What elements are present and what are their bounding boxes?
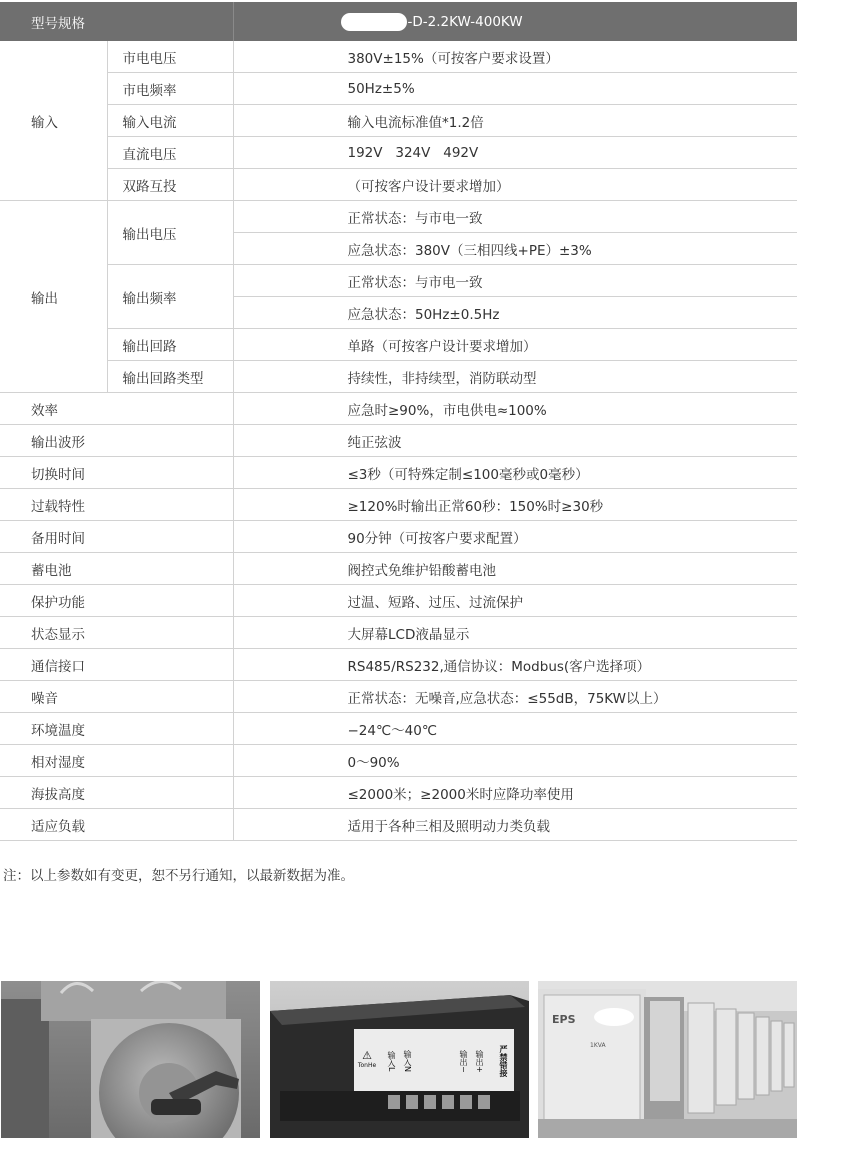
param-cell: 环境温度 xyxy=(0,713,233,745)
param-cell: 备用时间 xyxy=(0,521,233,553)
param-cell: 市电电压 xyxy=(107,41,233,73)
table-row xyxy=(0,73,797,105)
table-row xyxy=(0,489,797,521)
value-cell: 正常状态：与市电一致 xyxy=(233,265,797,297)
table-row xyxy=(0,169,797,201)
param-cell: 海拔高度 xyxy=(0,777,233,809)
value-cell: 正常状态：与市电一致 xyxy=(233,201,797,233)
value-cell: 90分钟（可按客户要求配置） xyxy=(233,521,797,553)
value-cell: 纯正弦波 xyxy=(233,425,797,457)
value-cell: −24℃～40℃ xyxy=(233,713,797,745)
param-cell: 过载特性 xyxy=(0,489,233,521)
value-cell: ≤2000米；≥2000米时应降功率使用 xyxy=(233,777,797,809)
table-row xyxy=(0,329,797,361)
table-row xyxy=(0,105,797,137)
value-cell: ≥120%时输出正常60秒：150%时≥30秒 xyxy=(233,489,797,521)
table-row xyxy=(0,649,797,681)
param-cell: 适应负载 xyxy=(0,809,233,841)
value-cell: 单路（可按客户设计要求增加） xyxy=(233,329,797,361)
brand-name: TonHe xyxy=(357,1062,377,1069)
terminal-label: 输入N xyxy=(403,1050,412,1072)
param-cell: 噪音 xyxy=(0,681,233,713)
value-cell: 应急状态：50Hz±0.5Hz xyxy=(233,297,797,329)
value-cell: ≤3秒（可特殊定制≤100毫秒或0毫秒） xyxy=(233,457,797,489)
table-row xyxy=(0,457,797,489)
value-cell: （可按客户设计要求增加） xyxy=(233,169,797,201)
value-cell: 380V±15%（可按客户要求设置） xyxy=(233,41,797,73)
table-row xyxy=(0,745,797,777)
table-row xyxy=(0,553,797,585)
param-cell: 输出频率 xyxy=(107,265,233,329)
table-row xyxy=(0,617,797,649)
param-cell: 输出回路 xyxy=(107,329,233,361)
param-cell: 直流电压 xyxy=(107,137,233,169)
table-row xyxy=(0,425,797,457)
model-spec-label: 型号规格 xyxy=(0,2,233,41)
warning-label: 严禁错接 xyxy=(499,1045,508,1077)
table-row xyxy=(0,681,797,713)
disclaimer-note: 注：以上参数如有变更，恕不另行通知，以最新数据为准。 xyxy=(3,868,354,884)
spec-table xyxy=(0,2,797,841)
table-row xyxy=(0,201,797,233)
value-cell: 阀控式免维护铅酸蓄电池 xyxy=(233,553,797,585)
value-cell: 过温、短路、过压、过流保护 xyxy=(233,585,797,617)
eps-cabinet-photo xyxy=(538,981,797,1138)
terminal-spacer xyxy=(412,1033,452,1089)
param-cell: 输出波形 xyxy=(0,425,233,457)
group-output-label: 输出 xyxy=(0,201,107,393)
param-cell: 切换时间 xyxy=(0,457,233,489)
param-cell: 双路互投 xyxy=(107,169,233,201)
table-row xyxy=(0,137,797,169)
param-cell: 输出电压 xyxy=(107,201,233,265)
group-input-label: 输入 xyxy=(0,41,107,201)
param-cell: 蓄电池 xyxy=(0,553,233,585)
param-cell: 通信接口 xyxy=(0,649,233,681)
warning-icon: ⚠ xyxy=(362,1049,372,1062)
value-cell: 适用于各种三相及照明动力类负载 xyxy=(233,809,797,841)
param-cell: 效率 xyxy=(0,393,233,425)
table-row xyxy=(0,713,797,745)
param-cell: 输出回路类型 xyxy=(107,361,233,393)
param-cell: 输入电流 xyxy=(107,105,233,137)
value-cell: 应急时≥90%，市电供电≈100% xyxy=(233,393,797,425)
table-row xyxy=(0,585,797,617)
terminal-label: 输入L xyxy=(387,1050,396,1072)
param-cell: 市电频率 xyxy=(107,73,233,105)
terminal-label: 输出− xyxy=(459,1049,468,1073)
model-redaction xyxy=(341,13,407,31)
table-row xyxy=(0,777,797,809)
value-cell: 192V 324V 492V xyxy=(233,137,797,169)
value-cell: 应急状态：380V（三相四线+PE）±3% xyxy=(233,233,797,265)
motor-photo xyxy=(1,981,260,1138)
value-cell: 持续性，非持续型，消防联动型 xyxy=(233,361,797,393)
terminal-label: 输出+ xyxy=(475,1049,484,1073)
value-cell: 大屏幕LCD液晶显示 xyxy=(233,617,797,649)
table-row xyxy=(0,265,797,297)
value-cell: 50Hz±5% xyxy=(233,73,797,105)
param-cell: 保护功能 xyxy=(0,585,233,617)
terminal-labels xyxy=(354,1033,514,1089)
value-cell: RS485/RS232,通信协议：Modbus(客户选择项） xyxy=(233,649,797,681)
param-cell: 状态显示 xyxy=(0,617,233,649)
power-supply-photo xyxy=(270,981,529,1138)
table-row xyxy=(0,393,797,425)
param-cell: 相对湿度 xyxy=(0,745,233,777)
model-suffix: -D-2.2KW-400KW xyxy=(407,13,523,30)
table-header xyxy=(0,2,797,41)
brand-badge xyxy=(354,1033,380,1089)
cabinet-label: EPS xyxy=(552,1013,576,1026)
value-cell: 输入电流标准值*1.2倍 xyxy=(233,105,797,137)
table-row xyxy=(0,361,797,393)
model-spec-value xyxy=(233,2,797,41)
table-row xyxy=(0,521,797,553)
table-row xyxy=(0,809,797,841)
value-cell: 正常状态：无噪音,应急状态：≤55dB，75KW以上） xyxy=(233,681,797,713)
table-row xyxy=(0,41,797,73)
value-cell: 0～90% xyxy=(233,745,797,777)
cabinet-sublabel: 1KVA xyxy=(590,1042,606,1049)
